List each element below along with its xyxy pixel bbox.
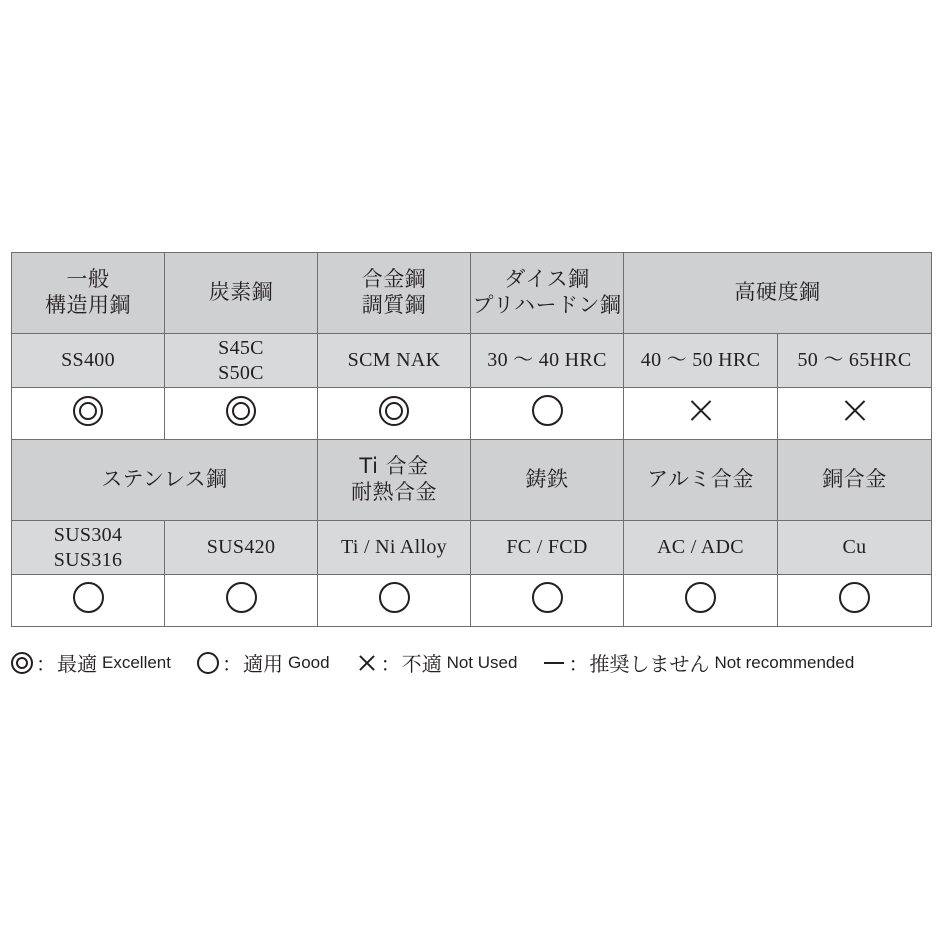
grade-label: SS400 (61, 349, 115, 372)
material-compatibility-table (11, 252, 931, 627)
material-group-titanium-alloy (318, 440, 471, 521)
rating-cell-excellent (165, 388, 318, 440)
material-group-label: 一般 (66, 267, 110, 292)
legend-item-good (197, 648, 330, 677)
material-group-label: 合金鋼 (361, 267, 427, 292)
circle-icon (839, 582, 870, 613)
circle-icon (226, 582, 257, 613)
grade-label: S45C (218, 337, 264, 360)
grade-cell (165, 334, 318, 388)
grade-label: 30 ～ 40 HRC (487, 349, 607, 372)
grade-label: S50C (218, 361, 264, 384)
material-group-label: 構造用鋼 (45, 293, 131, 317)
legend-item-not-used (356, 648, 518, 677)
material-group-high-hardness-steel (624, 253, 932, 334)
rating-cell-good (165, 575, 318, 627)
legend-item-excellent (11, 648, 171, 677)
grade-label: SUS420 (206, 536, 276, 559)
rating-cell-good (778, 575, 932, 627)
material-group-label: 銅合金 (822, 467, 887, 492)
material-group-label: 高硬度鋼 (734, 280, 821, 305)
rating-cell-excellent (318, 388, 471, 440)
legend-separator: ： (568, 652, 589, 676)
legend-label-en: Not recommended (714, 652, 855, 672)
grade-cell (12, 521, 165, 575)
rating-cell-not-used (624, 388, 778, 440)
legend-label-en: Not Used (446, 652, 518, 672)
grade-cell (624, 521, 778, 575)
grade-cell (778, 521, 932, 575)
material-group-general-structural (12, 253, 165, 334)
material-group-aluminium-alloy (624, 440, 778, 521)
rating-cell-good (471, 575, 624, 627)
material-group-die-steel (471, 253, 624, 334)
legend-label-jp: 適用 (242, 652, 283, 676)
material-group-label: 鋳鉄 (525, 467, 569, 492)
legend-label-en: Excellent (102, 652, 171, 672)
table-row-ratings-2 (12, 575, 932, 627)
material-group-label: 調質鋼 (361, 293, 427, 317)
cross-icon (839, 395, 870, 426)
legend-label-en: Good (287, 652, 330, 672)
table-row-header-1 (12, 253, 932, 334)
legend-label-jp: 最適 (57, 652, 97, 676)
grade-cell (318, 521, 471, 575)
table-row-ratings-1 (12, 388, 932, 440)
double-circle-icon (379, 396, 409, 426)
material-group-label: ステンレス鋼 (101, 467, 228, 492)
table-row-header-2 (12, 440, 932, 521)
rating-cell-good (471, 388, 624, 440)
grade-cell (471, 521, 624, 575)
grade-label: Ti / Ni Alloy (341, 536, 447, 559)
table-row-grades-1 (12, 334, 932, 388)
circle-icon (685, 582, 716, 613)
rating-cell-good (318, 575, 471, 627)
grade-label: Cu (842, 536, 867, 559)
circle-icon (532, 582, 563, 613)
material-group-label: ダイス鋼 (504, 267, 590, 292)
legend-label-jp: 不適 (401, 652, 442, 676)
grade-label: FC / FCD (506, 536, 588, 559)
material-group-alloy-steel (318, 253, 471, 334)
grade-cell (12, 334, 165, 388)
dash-icon (543, 652, 565, 674)
grade-label: AC / ADC (657, 536, 744, 559)
circle-icon (197, 652, 219, 674)
material-group-label: プリハードン鋼 (472, 293, 622, 317)
rating-cell-not-used (778, 388, 932, 440)
circle-icon (532, 395, 563, 426)
legend (11, 648, 931, 677)
legend-separator: ： (380, 652, 401, 676)
grade-label: SUS304 (53, 524, 123, 547)
grade-label: 40 ～ 50 HRC (640, 349, 761, 372)
double-circle-icon (73, 396, 103, 426)
matrix-table (11, 252, 932, 627)
material-group-label: 炭素鋼 (208, 280, 274, 305)
rating-cell-good (12, 575, 165, 627)
circle-icon (73, 582, 104, 613)
material-group-stainless-steel (12, 440, 318, 521)
legend-separator: ： (221, 652, 242, 676)
double-circle-icon (11, 652, 33, 674)
material-group-cast-iron (471, 440, 624, 521)
grade-label: SUS316 (53, 548, 123, 571)
legend-item-not-recommended (543, 648, 854, 677)
circle-icon (379, 582, 410, 613)
legend-separator: ： (36, 652, 56, 676)
double-circle-icon (226, 396, 256, 426)
grade-cell (778, 334, 932, 388)
material-group-label: アルミ合金 (647, 467, 754, 492)
cross-icon (356, 652, 378, 674)
grade-cell (471, 334, 624, 388)
material-group-carbon-steel (165, 253, 318, 334)
grade-cell (624, 334, 778, 388)
rating-cell-excellent (12, 388, 165, 440)
legend-label-jp: 推奨しません (589, 652, 710, 676)
table-row-grades-2 (12, 521, 932, 575)
material-group-label: Ti 合金 (359, 454, 429, 479)
grade-label: SCM NAK (347, 349, 441, 372)
material-group-copper-alloy (778, 440, 932, 521)
grade-label: 50 ～ 65HRC (797, 349, 912, 372)
grade-cell (318, 334, 471, 388)
rating-cell-good (624, 575, 778, 627)
cross-icon (685, 395, 716, 426)
material-group-label: 耐熱合金 (351, 480, 437, 504)
grade-cell (165, 521, 318, 575)
